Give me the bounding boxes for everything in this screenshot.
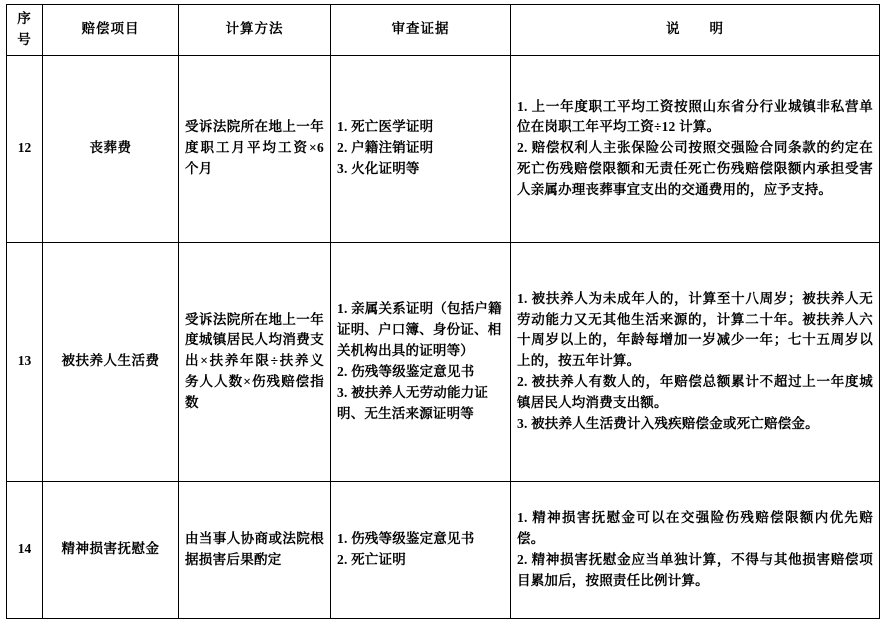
- evidence-line: 2. 死亡证明: [337, 551, 406, 567]
- row-explanation: [511, 55, 880, 242]
- header-compensation-item: 赔偿项目: [43, 5, 179, 56]
- row-review-evidence: [331, 481, 511, 618]
- header-calculation-method: 计算方法: [179, 5, 331, 56]
- header-serial-number: 序号: [7, 5, 43, 56]
- calc-line: 受诉法院所在地上一年度职工月平均工资×6个月: [185, 119, 324, 177]
- evidence-line: 2. 伤残等级鉴定意见书: [337, 363, 475, 379]
- table-header: [7, 5, 880, 56]
- explanation-line: 2. 精神损害抚慰金应当单独计算，不得与其他损害赔偿项目累加后，按照责任比例计算。: [517, 551, 873, 588]
- evidence-line: 3. 火化证明等: [337, 161, 420, 177]
- row-serial-number: 12: [7, 55, 43, 242]
- explanation-line: 1. 精神损害抚慰金可以在交强险伤残赔偿限额内优先赔偿。: [517, 510, 873, 546]
- row-explanation: [511, 242, 880, 481]
- row-serial-number: 14: [7, 481, 43, 618]
- header-review-evidence: 审查证据: [331, 5, 511, 56]
- evidence-line: 3. 被扶养人无劳动能力证明、无生活来源证明等: [337, 384, 489, 421]
- row-explanation: [511, 481, 880, 618]
- evidence-line: 1. 亲属关系证明（包括户籍证明、户口簿、身份证、相关机构出具的证明等）: [337, 301, 502, 358]
- calc-line: 受诉法院所在地上一年度城镇居民人均消费支出×扶养年限÷扶养义务人人数×伤残赔偿指数: [185, 311, 324, 411]
- table-header-row: [7, 5, 880, 56]
- row-calculation-method: [179, 55, 331, 242]
- row-compensation-item: 被扶养人生活费: [43, 242, 179, 481]
- explanation-line: 2. 赔偿权利人主张保险公司按照交强险合同条款的约定在死亡伤残赔偿限额和无责任死亡伤残赔偿限额内承担受害人亲属办理丧葬事宜支出的交通费用的，应予支持。: [517, 140, 873, 198]
- row-serial-number: 13: [7, 242, 43, 481]
- row-calculation-method: [179, 242, 331, 481]
- explanation-line: 2. 被扶养人有数人的，年赔偿总额累计不超过上一年度城镇居民人均消费支出额。: [517, 374, 873, 411]
- table-body: [7, 55, 880, 618]
- evidence-line: 1. 伤残等级鉴定意见书: [337, 530, 475, 546]
- table-row: [7, 55, 880, 242]
- explanation-line: 1. 被扶养人为未成年人的，计算至十八周岁；被扶养人无劳动能力又无其他生活来源的，计算二十年。被扶养人六十周岁以上的，年龄每增加一岁减少一年；七十五周岁以上的，按五年计算。: [517, 290, 873, 369]
- row-compensation-item: 精神损害抚慰金: [43, 481, 179, 618]
- table-row: [7, 242, 880, 481]
- evidence-line: 1. 死亡医学证明: [337, 119, 434, 135]
- calc-line: 由当事人协商或法院根据损害后果酌定: [185, 530, 324, 567]
- evidence-line: 2. 户籍注销证明: [337, 140, 434, 156]
- table-row: [7, 481, 880, 618]
- explanation-line: 3. 被扶养人生活费计入残疾赔偿金或死亡赔偿金。: [517, 416, 819, 432]
- explanation-line: 1. 上一年度职工平均工资按照山东省分行业城镇非私营单位在岗职工年平均工资÷12 计算。: [517, 98, 873, 135]
- row-calculation-method: [179, 481, 331, 618]
- row-review-evidence: [331, 242, 511, 481]
- compensation-table: [6, 4, 880, 619]
- row-review-evidence: [331, 55, 511, 242]
- row-compensation-item: 丧葬费: [43, 55, 179, 242]
- header-explanation: 说 明: [511, 5, 880, 56]
